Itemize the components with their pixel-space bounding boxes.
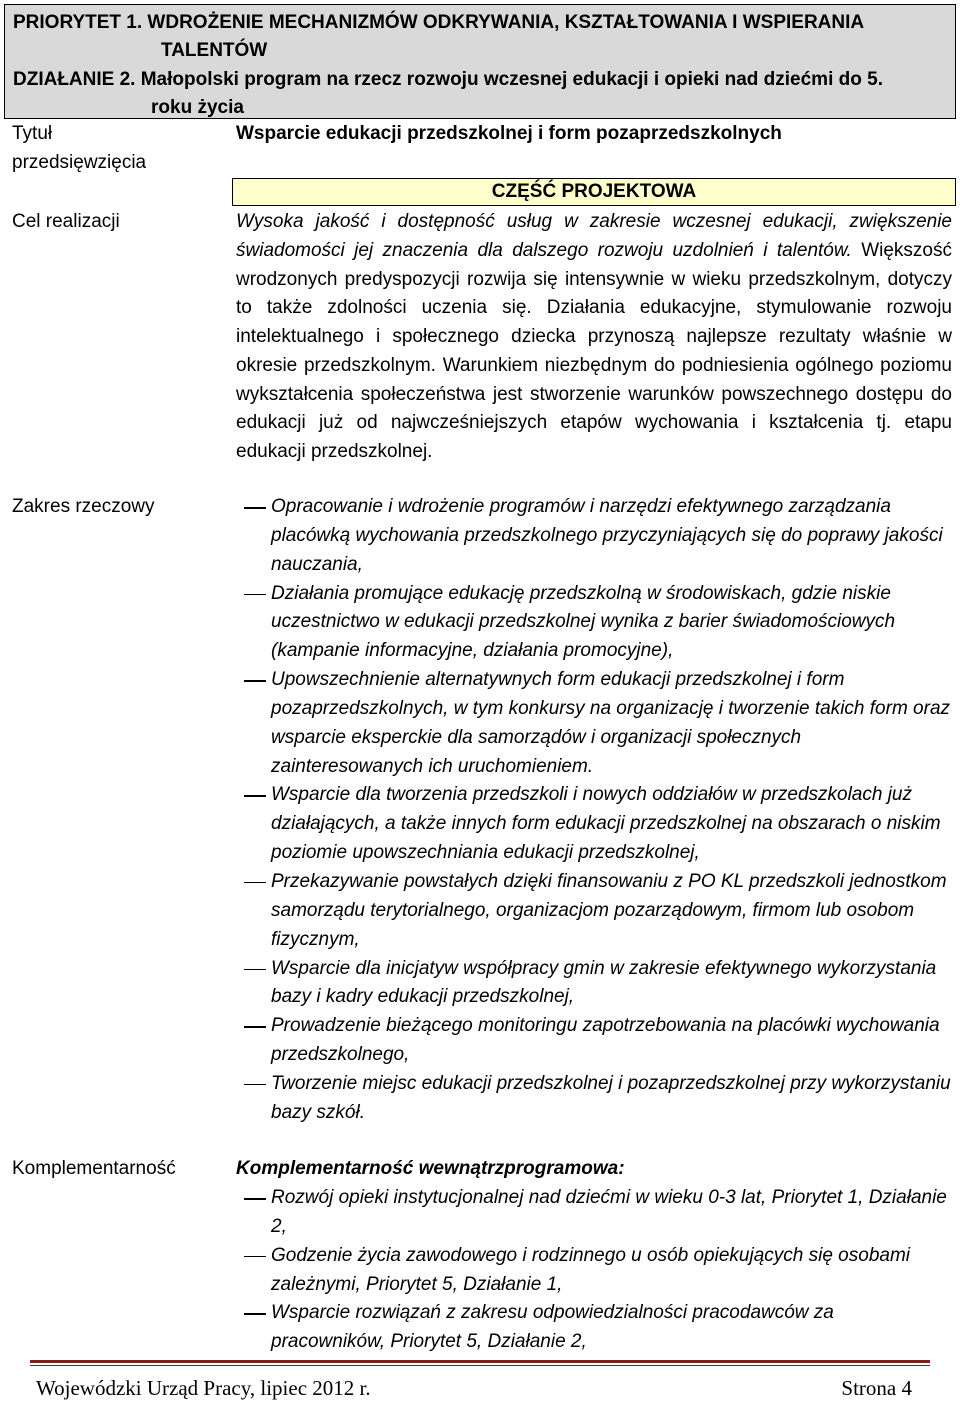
header-priority-line: PRIORYTET 1. WDROŻENIE MECHANIZMÓW ODKRYWANIA, KSZTAŁTOWANIA I WSPIERANIA — [13, 12, 865, 33]
list-item-text: Wsparcie rozwiązań z zakresu odpowiedzialności pracodawców za pracowników, Priorytet 5, Działanie 2, — [271, 1302, 834, 1353]
header-priority-line-cont: TALENTÓW — [161, 40, 268, 61]
list-item — [236, 1012, 952, 1070]
priority-header — [4, 4, 956, 119]
list-item — [236, 493, 952, 580]
list-item — [236, 1070, 952, 1128]
list-item-text: Godzenie życia zawodowego i rodzinnego u osób opiekujących się osobami zależnymi, Priorytet 5, Działanie 1, — [271, 1244, 910, 1295]
dash-bullet-icon — [244, 1256, 266, 1258]
dash-bullet-icon — [244, 507, 266, 509]
dash-bullet-icon — [244, 594, 266, 596]
label-title: Tytuł — [12, 123, 53, 144]
list-item-text: Tworzenie miejsc edukacji przedszkolnej i pozaprzedszkolnej przy wykorzystaniu bazy szkół. — [271, 1072, 951, 1123]
dash-bullet-icon — [244, 1084, 266, 1086]
list-item — [236, 580, 952, 667]
list-item — [236, 1299, 952, 1357]
dash-bullet-icon — [244, 1198, 266, 1200]
footer-rule-thin — [30, 1365, 930, 1366]
dash-bullet-icon — [244, 882, 266, 884]
goal-text — [236, 208, 952, 467]
dash-bullet-icon — [244, 680, 266, 682]
list-item — [236, 781, 952, 868]
label-title-cont: przedsięwzięcia — [12, 152, 147, 173]
dash-bullet-icon — [244, 1026, 266, 1028]
project-part-bar: CZĘŚĆ PROJEKTOWA — [232, 178, 956, 206]
list-item — [236, 868, 952, 955]
list-item — [236, 1242, 952, 1300]
goal-text-italic: Wysoka jakość i dostępność usług w zakresie wczesnej edukacji, zwiększenie świadomości jej znaczenia dla dalszego rozwoju uzdolnień i talentów. — [236, 211, 952, 261]
header-action-line-cont: roku życia — [151, 97, 244, 118]
dash-bullet-icon — [244, 969, 266, 971]
complementarity-list — [236, 1184, 952, 1357]
list-item-text: Wsparcie dla inicjatyw współpracy gmin w zakresie efektywnego wykorzystania bazy i kadry edukacji przedszkolnej, — [271, 957, 937, 1008]
list-item-text: Prowadzenie bieżącego monitoringu zapotrzebowania na placówki wychowania przedszkolnego, — [271, 1015, 940, 1066]
list-item-text: Rozwój opieki instytucjonalnej nad dziećmi w wieku 0-3 lat, Priorytet 1, Działanie 2, — [271, 1187, 947, 1237]
footer-publisher: Wojewódzki Urząd Pracy, lipiec 2012 r. — [36, 1376, 371, 1400]
list-item-text: Opracowanie i wdrożenie programów i narzędzi efektywnego zarządzania placówką wychowania przedszkolnego przyczyniających się do poprawy jakości nauczania, — [271, 496, 943, 575]
header-action-line: DZIAŁANIE 2. Małopolski program na rzecz rozwoju wczesnej edukacji i opieki nad dziećmi do 5. — [13, 69, 883, 90]
list-item-text: Przekazywanie powstałych dzięki finansowaniu z PO KL przedszkoli jednostkom samorządu terytorialnego, organizacjom pozarządowym, firmom lub osobom fizycznym, — [271, 870, 947, 950]
list-item — [236, 666, 952, 781]
page-number: Strona 4 — [841, 1376, 912, 1400]
list-item — [236, 1184, 952, 1242]
label-complementarity: Komplementarność — [12, 1158, 176, 1179]
list-item-text: Działania promujące edukację przedszkolną w środowiskach, gdzie niskie uczestnictwo w edukacji przedszkolnej wynika z barier świadomościowych (kampanie informacyjne, działania promocyjne), — [271, 582, 896, 662]
label-goal: Cel realizacji — [12, 211, 120, 232]
list-item-text: Upowszechnienie alternatywnych form edukacji przedszkolnej i form pozaprzedszkolnych, w tym konkursy na organizację i tworzenie takich form oraz wsparcie eksperckie dla samorządów i organizacji społecznych zainteresowanych ich uruchomieniem. — [271, 669, 951, 777]
scope-list — [236, 493, 952, 1128]
dash-bullet-icon — [244, 795, 266, 797]
list-item-text: Wsparcie dla tworzenia przedszkoli i nowych oddziałów w przedszkolach już działających, a także innych form edukacji przedszkolnej na obszarach o niskim poziomie upowszechniania edukacji przedszkolnej, — [271, 784, 941, 864]
footer-rule — [30, 1360, 930, 1363]
list-item — [236, 955, 952, 1013]
complementarity-heading: Komplementarność wewnątrzprogramowa: — [236, 1158, 625, 1179]
label-scope: Zakres rzeczowy — [12, 496, 155, 517]
project-title: Wsparcie edukacji przedszkolnej i form pozaprzedszkolnych — [236, 123, 782, 144]
goal-text-normal: Większość wrodzonych predyspozycji rozwija się intensywnie w wieku przedszkolnym, dotyczy to także zdolności uczenia się. Działania edukacyjne, stymulowanie rozwoju intelektualnego i społecznego dziecka przynoszą najlepsze rezultaty właśnie w okresie przedszkolnym. Warunkiem niezbędnym do podniesienia ogólnego poziomu wykształcenia społeczeństwa jest stworzenie warunków powszechnego dostępu do edukacji już od najwcześniejszych etapów wychowania i kształcenia tj. etapu edukacji przedszkolnej. — [236, 239, 952, 462]
dash-bullet-icon — [244, 1313, 266, 1315]
